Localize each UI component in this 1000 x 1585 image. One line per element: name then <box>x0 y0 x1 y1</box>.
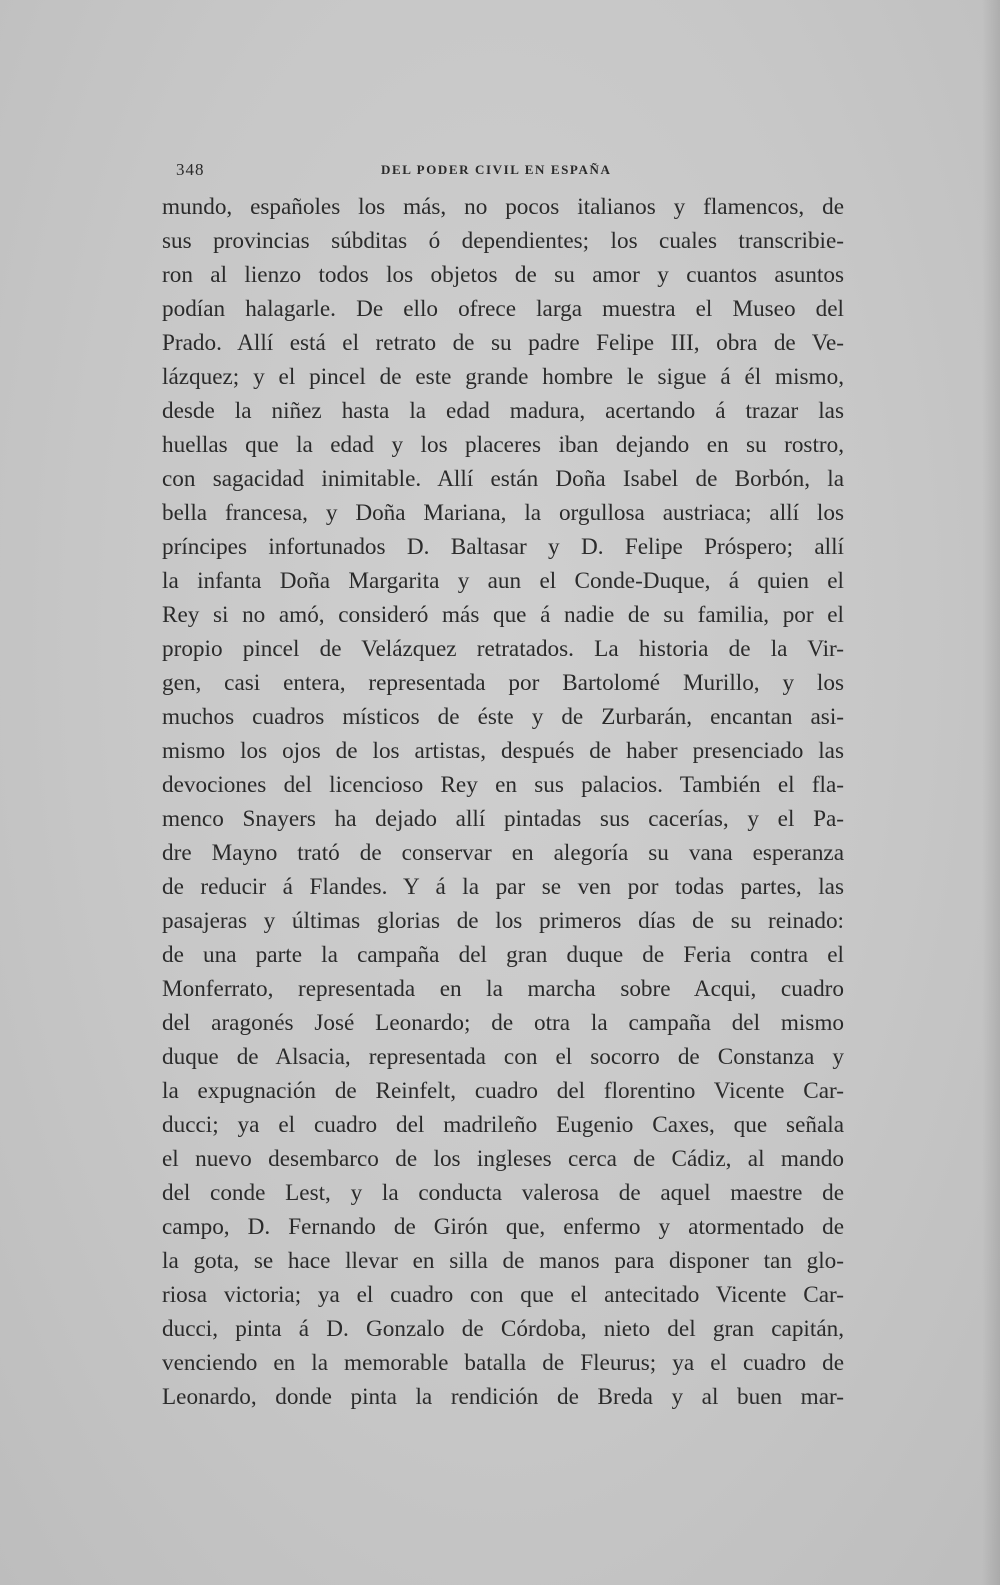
text-line: la gota, se hace llevar en silla de manos para disponer tan glo- <box>162 1248 844 1274</box>
text-line: príncipes infortunados D. Baltasar y D. Felipe Próspero; allí <box>162 534 844 560</box>
text-line: menco Snayers ha dejado allí pintadas sus cacerías, y el Pa- <box>162 806 844 832</box>
text-line: podían halagarle. De ello ofrece larga muestra el Museo del <box>162 296 844 322</box>
text-line: la expugnación de Reinfelt, cuadro del florentino Vicente Car- <box>162 1078 844 1104</box>
page-number: 348 <box>176 160 205 179</box>
text-line: ducci, pinta á D. Gonzalo de Córdoba, nieto del gran capitán, <box>162 1316 844 1342</box>
text-line: muchos cuadros místicos de éste y de Zurbarán, encantan asi- <box>162 704 844 730</box>
text-line: huellas que la edad y los placeres iban dejando en su rostro, <box>162 432 844 458</box>
text-line: Monferrato, representada en la marcha sobre Acqui, cuadro <box>162 976 844 1002</box>
text-line: Rey si no amó, consideró más que á nadie de su familia, por el <box>162 602 844 628</box>
text-line: de una parte la campaña del gran duque de Feria contra el <box>162 942 844 968</box>
text-line: propio pincel de Velázquez retratados. La historia de la Vir- <box>162 636 844 662</box>
text-line: gen, casi entera, representada por Bartolomé Murillo, y los <box>162 670 844 696</box>
text-line: Leonardo, donde pinta la rendición de Breda y al buen mar- <box>162 1384 844 1410</box>
text-line: duque de Alsacia, representada con el socorro de Constanza y <box>162 1044 844 1070</box>
text-line: devociones del licencioso Rey en sus palacios. También el fla- <box>162 772 844 798</box>
text-line: mundo, españoles los más, no pocos italianos y flamencos, de <box>162 194 844 220</box>
text-line: ducci; ya el cuadro del madrileño Eugenio Caxes, que señala <box>162 1112 844 1138</box>
text-line: riosa victoria; ya el cuadro con que el antecitado Vicente Car- <box>162 1282 844 1308</box>
page-edge-shadow <box>982 0 1000 1585</box>
text-line: lázquez; y el pincel de este grande hombre le sigue á él mismo, <box>162 364 844 390</box>
body-text <box>162 190 844 1414</box>
running-head: DEL PODER CIVIL EN ESPAÑA <box>381 162 612 177</box>
text-line: ron al lienzo todos los objetos de su amor y cuantos asuntos <box>162 262 844 288</box>
text-line: sus provincias súbditas ó dependientes; los cuales transcribie- <box>162 228 844 254</box>
text-line: de reducir á Flandes. Y á la par se ven por todas partes, las <box>162 874 844 900</box>
text-line: Prado. Allí está el retrato de su padre Felipe III, obra de Ve- <box>162 330 844 356</box>
text-line: campo, D. Fernando de Girón que, enfermo y atormentado de <box>162 1214 844 1240</box>
text-line: del conde Lest, y la conducta valerosa de aquel maestre de <box>162 1180 844 1206</box>
text-line: mismo los ojos de los artistas, después de haber presenciado las <box>162 738 844 764</box>
text-line: desde la niñez hasta la edad madura, acertando á trazar las <box>162 398 844 424</box>
text-line: pasajeras y últimas glorias de los primeros días de su reinado: <box>162 908 844 934</box>
text-line: con sagacidad inimitable. Allí están Doña Isabel de Borbón, la <box>162 466 844 492</box>
text-line: dre Mayno trató de conservar en alegoría su vana esperanza <box>162 840 844 866</box>
text-line: del aragonés José Leonardo; de otra la campaña del mismo <box>162 1010 844 1036</box>
page-header <box>176 160 846 184</box>
text-line: venciendo en la memorable batalla de Fleurus; ya el cuadro de <box>162 1350 844 1376</box>
text-line: la infanta Doña Margarita y aun el Conde-Duque, á quien el <box>162 568 844 594</box>
text-line: bella francesa, y Doña Mariana, la orgullosa austriaca; allí los <box>162 500 844 526</box>
text-line: el nuevo desembarco de los ingleses cerca de Cádiz, al mando <box>162 1146 844 1172</box>
